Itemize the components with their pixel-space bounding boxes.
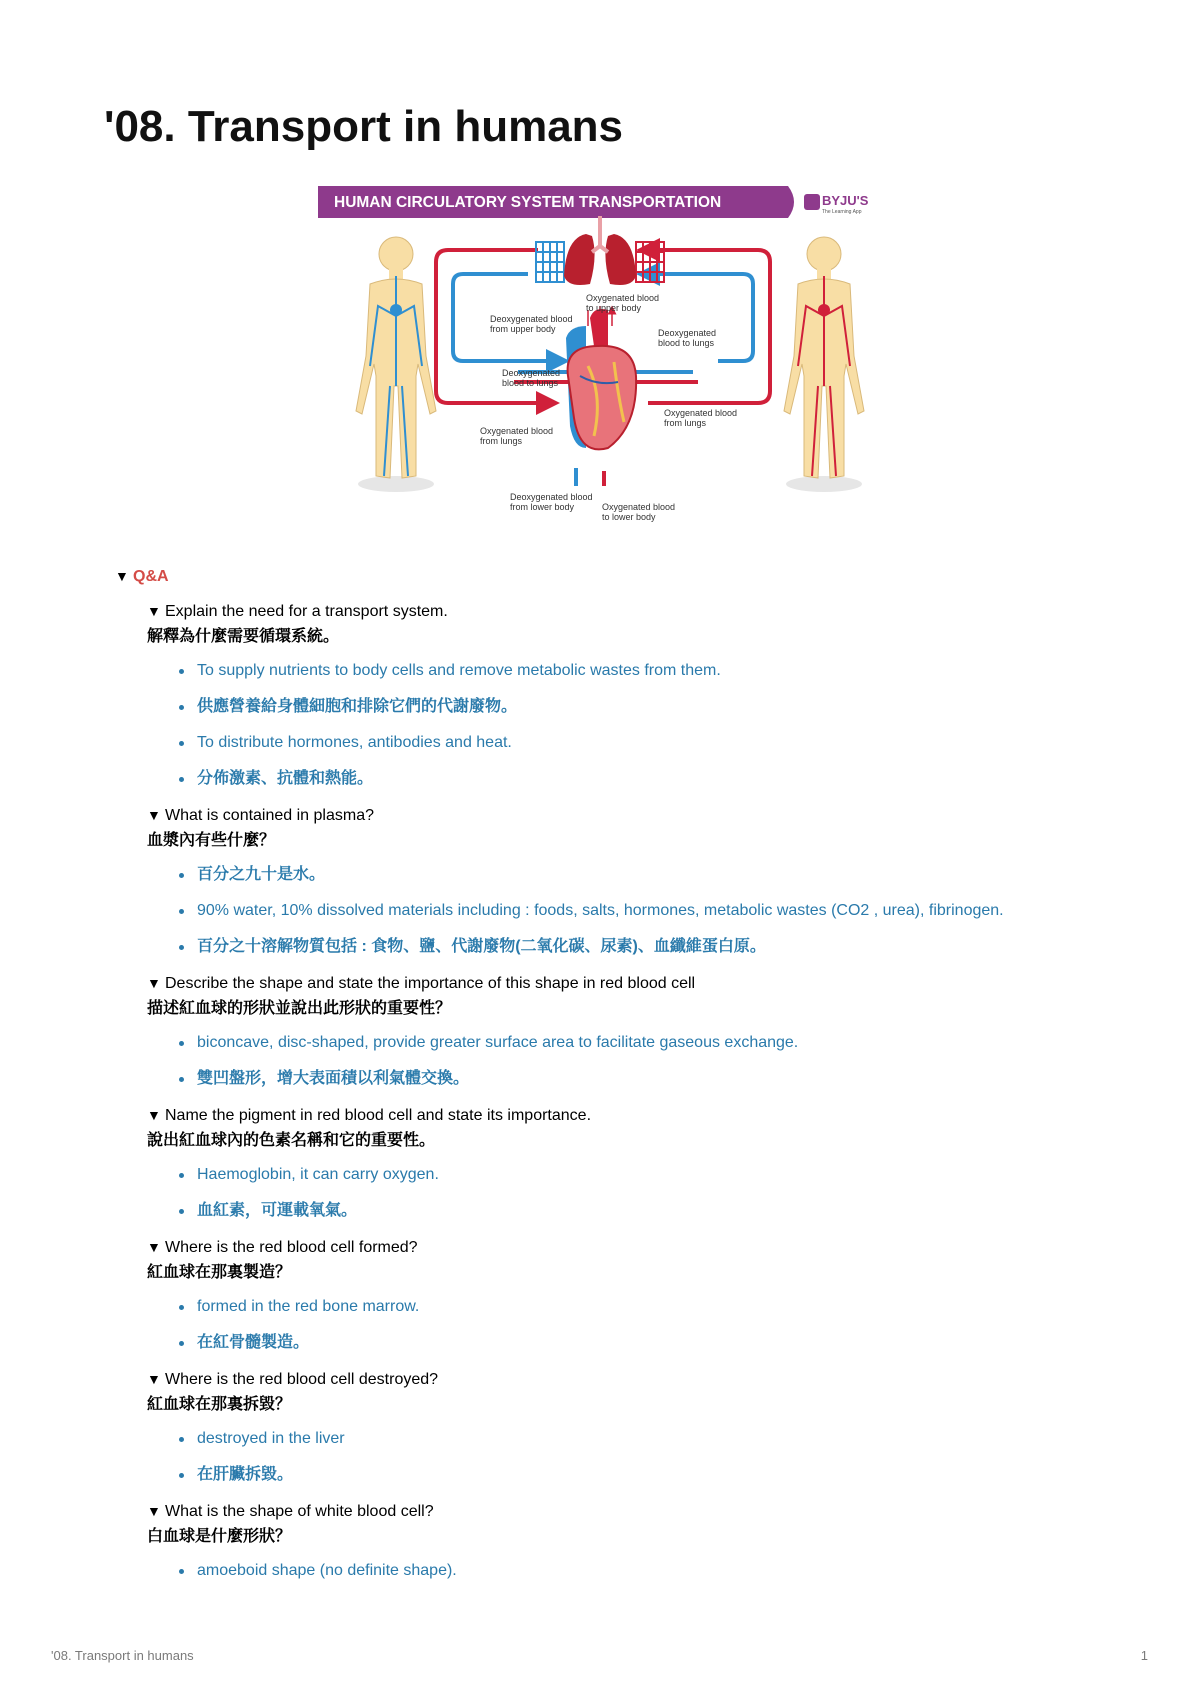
question-text-zh: 解釋為什麼需要循環系統。	[147, 628, 340, 645]
answer-item: 供應營養給身體細胞和排除它們的代謝廢物。	[197, 695, 1147, 719]
capillary-grid-left	[536, 242, 564, 282]
toggle-triangle-icon[interactable]: ▼	[147, 975, 161, 991]
answer-item: To distribute hormones, antibodies and heat.	[197, 731, 1147, 755]
answer-item: 百分之十溶解物質包括 : 食物、鹽、代謝廢物(二氧化碳、尿素)、血纖維蛋白原。	[197, 935, 1147, 959]
question-label: What is the shape of white blood cell?	[165, 1503, 434, 1520]
question-label: Where is the red blood cell formed?	[165, 1239, 418, 1256]
label-deoxy-lungs-left-2: blood to lungs	[502, 378, 559, 388]
question-text-zh: 白血球是什麼形狀？	[147, 1528, 292, 1545]
svg-text:Oxygenated bloodfrom lungs	[664, 408, 737, 428]
toggle-triangle-icon[interactable]: ▼	[147, 1239, 161, 1255]
brand-tagline: The Learning App	[822, 209, 862, 215]
answer-item: 90% water, 10% dissolved materials including : foods, salts, hormones, metabolic wastes (CO2 , urea), fibrinogen.	[197, 899, 1147, 923]
answer-list	[147, 659, 1147, 791]
answer-item: amoeboid shape (no definite shape).	[197, 1559, 1147, 1583]
circulatory-diagram	[318, 186, 886, 530]
question-toggle[interactable]	[147, 1103, 1147, 1223]
answer-item: 在紅骨髓製造。	[197, 1331, 1147, 1355]
answer-item: 雙凹盤形，增大表面積以利氣體交換。	[197, 1067, 1147, 1091]
label-deoxy-upper-2: from upper body	[490, 324, 556, 334]
svg-text:Deoxygenated bloodfrom upper b	[490, 314, 573, 334]
label-deoxy-lungs-left: Deoxygenated	[502, 368, 561, 378]
question-text-en	[147, 1235, 1147, 1260]
toggle-triangle-icon[interactable]: ▼	[147, 1107, 161, 1123]
question-text-zh: 紅血球在那裏製造？	[147, 1264, 292, 1281]
question-label: Explain the need for a transport system.	[165, 603, 448, 620]
footer-title: '08. Transport in humans	[51, 1648, 194, 1663]
body-figure-arteries	[784, 237, 864, 492]
answer-list	[147, 863, 1147, 959]
question-text-zh: 紅血球在那裏拆毀？	[147, 1396, 292, 1413]
question-toggle[interactable]	[147, 803, 1147, 959]
answer-list	[147, 1163, 1147, 1223]
qa-toggle-label: Q&A	[133, 568, 169, 585]
answer-item: formed in the red bone marrow.	[197, 1295, 1147, 1319]
label-oxy-lower-2: to lower body	[602, 512, 656, 522]
question-text-en	[147, 971, 1147, 996]
svg-text:Oxygenated bloodto upper body	[586, 293, 659, 313]
page-title: '08. Transport in humans	[104, 102, 624, 151]
answer-item: 在肝臟拆毀。	[197, 1463, 1147, 1487]
answer-list	[147, 1427, 1147, 1487]
question-text-zh: 血漿內有些什麼？	[147, 832, 276, 849]
answer-item: 百分之九十是水。	[197, 863, 1147, 887]
question-toggle[interactable]	[147, 599, 1147, 791]
question-text-en	[147, 1367, 1147, 1392]
question-list	[147, 599, 1147, 1595]
toggle-triangle-icon: ▼	[115, 568, 129, 584]
answer-item: To supply nutrients to body cells and remove metabolic wastes from them.	[197, 659, 1147, 683]
question-label: What is contained in plasma?	[165, 807, 374, 824]
svg-text:Deoxygenatedblood to lungs	[502, 368, 560, 388]
toggle-triangle-icon[interactable]: ▼	[147, 1371, 161, 1387]
question-label: Name the pigment in red blood cell and state its importance.	[165, 1107, 592, 1124]
body-figure-veins	[356, 237, 436, 492]
label-deoxy-lower-2: from lower body	[510, 502, 575, 512]
heart-icon	[566, 309, 636, 449]
label-oxy-lower: Oxygenated blood	[602, 502, 676, 512]
toggle-triangle-icon[interactable]: ▼	[147, 603, 161, 619]
brand-name: BYJU'S	[822, 193, 869, 208]
brand-logo-icon	[804, 194, 820, 210]
label-deoxy-lungs-right: Deoxygenated	[658, 328, 717, 338]
qa-toggle[interactable]	[115, 565, 1155, 587]
answer-item: 分佈激素、抗體和熱能。	[197, 767, 1147, 791]
question-text-zh: 描述紅血球的形狀並說出此形狀的重要性？	[147, 1000, 452, 1017]
question-label: Where is the red blood cell destroyed?	[165, 1371, 439, 1388]
label-deoxy-lower: Deoxygenated blood	[510, 492, 593, 502]
label-oxy-from-lungs-right: Oxygenated blood	[664, 408, 738, 418]
page-number: 1	[1140, 1648, 1148, 1663]
label-oxy-upper: Oxygenated blood	[586, 293, 660, 303]
question-text-zh: 說出紅血球內的色素名稱和它的重要性。	[147, 1132, 436, 1149]
answer-item: biconcave, disc-shaped, provide greater surface area to facilitate gaseous exchange.	[197, 1031, 1147, 1055]
question-toggle[interactable]	[147, 1499, 1147, 1583]
question-text-en	[147, 803, 1147, 828]
label-deoxy-upper: Deoxygenated blood	[490, 314, 573, 324]
question-text-en	[147, 1499, 1147, 1524]
question-toggle[interactable]	[147, 1235, 1147, 1355]
label-oxy-from-lungs-left: Oxygenated blood	[480, 426, 554, 436]
label-oxy-from-lungs-right-2: from lungs	[664, 418, 707, 428]
question-label: Describe the shape and state the importance of this shape in red blood cell	[165, 975, 696, 992]
lungs-icon	[564, 216, 636, 285]
label-oxy-upper-2: to upper body	[586, 303, 642, 313]
svg-text:Deoxygenatedblood to lungs	[658, 328, 716, 348]
answer-list	[147, 1295, 1147, 1355]
label-deoxy-lungs-right-2: blood to lungs	[658, 338, 715, 348]
qa-section	[115, 565, 1155, 1579]
answer-item: Haemoglobin, it can carry oxygen.	[197, 1163, 1147, 1187]
question-text-en	[147, 1103, 1147, 1128]
svg-text:Oxygenated bloodfrom lungs	[480, 426, 553, 446]
question-toggle[interactable]	[147, 971, 1147, 1091]
svg-text:Oxygenated bloodto lower body	[602, 502, 675, 522]
answer-list	[147, 1031, 1147, 1091]
label-oxy-from-lungs-left-2: from lungs	[480, 436, 523, 446]
svg-text:Deoxygenated bloodfrom lower b	[510, 492, 593, 512]
toggle-triangle-icon[interactable]: ▼	[147, 1503, 161, 1519]
answer-list	[147, 1559, 1147, 1583]
toggle-triangle-icon[interactable]: ▼	[147, 807, 161, 823]
banner-title: HUMAN CIRCULATORY SYSTEM TRANSPORTATION	[334, 194, 722, 211]
circulatory-figure	[318, 186, 886, 530]
question-toggle[interactable]	[147, 1367, 1147, 1487]
question-text-en	[147, 599, 1147, 624]
answer-item: 血紅素，可運載氧氣。	[197, 1199, 1147, 1223]
answer-item: destroyed in the liver	[197, 1427, 1147, 1451]
